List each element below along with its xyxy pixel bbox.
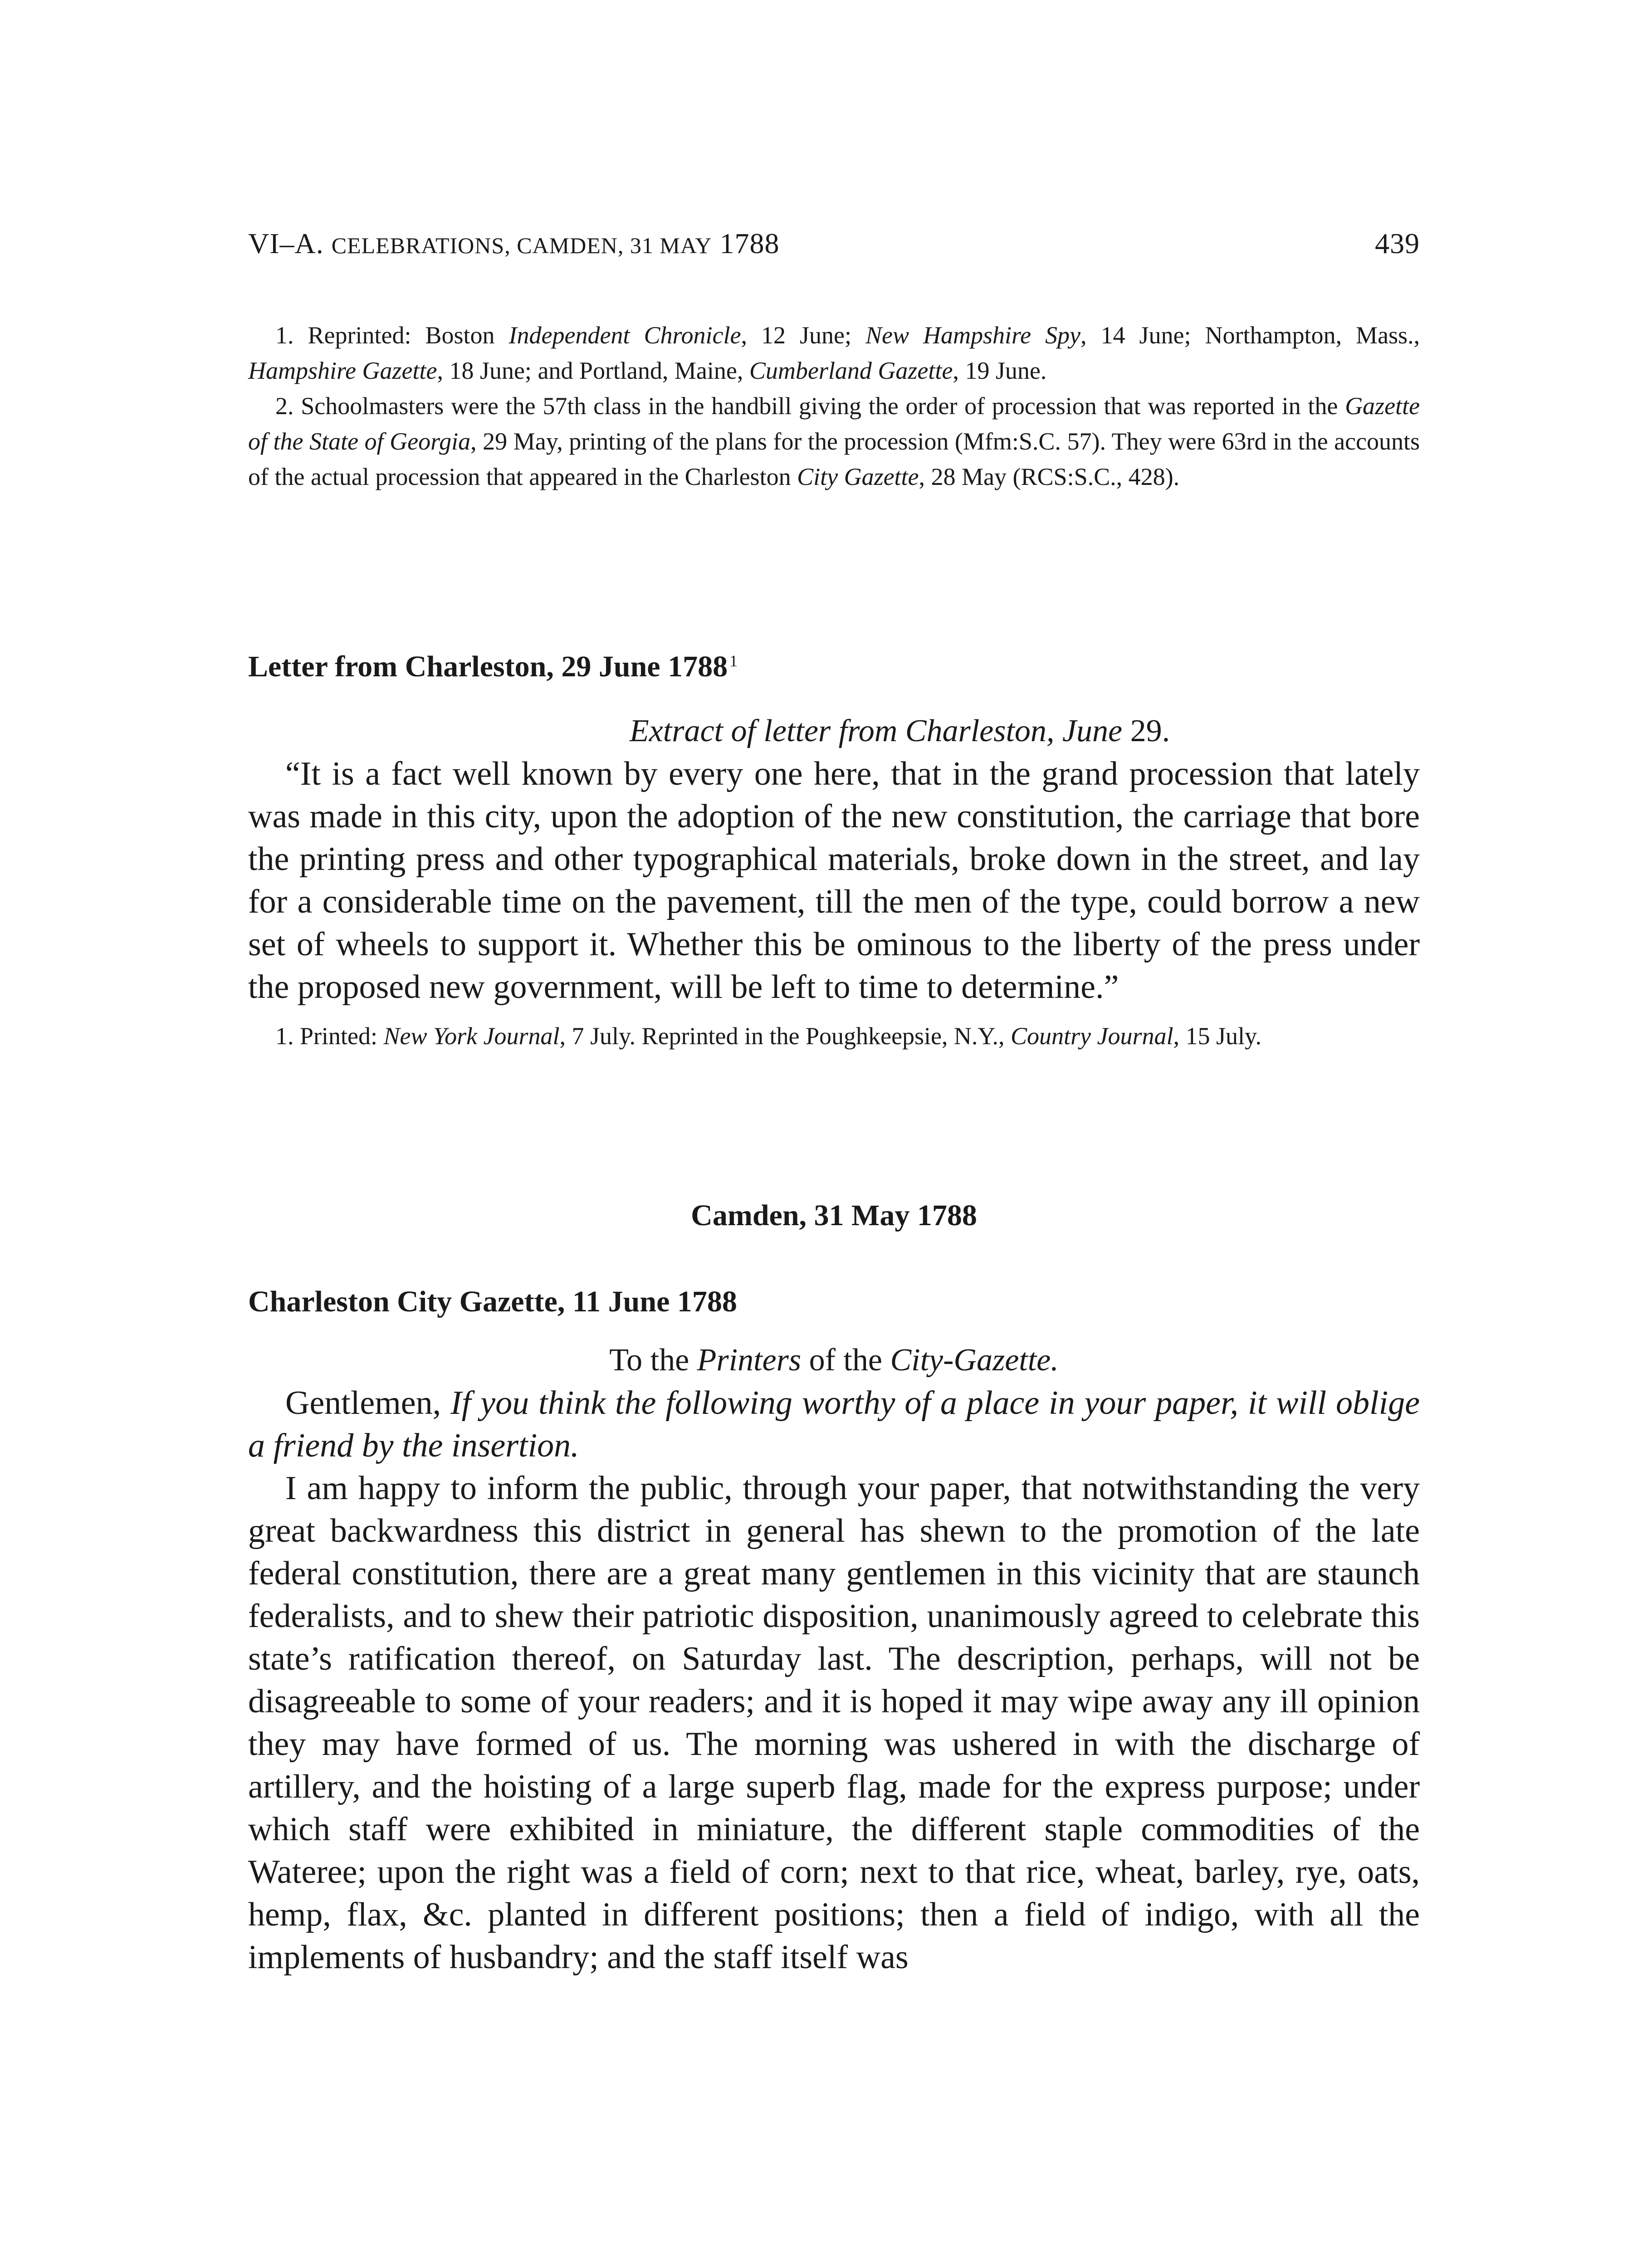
- gazette-section: [248, 1284, 1420, 1979]
- running-title-smallcaps: CELEBRATIONS, CAMDEN, 31 MAY: [331, 233, 712, 258]
- letter-footnote: 1. Printed: New York Journal, 7 July. Reprinted in the Poughkeepsie, N.Y., Country Journal, 15 July.: [275, 1022, 1261, 1050]
- gazette-body: I am happy to inform the public, through your paper, that notwithstanding the very great backwardness this district in general has shewn to the promotion of the late federal constitution, there are a great many gentlemen in this vicinity that are staunch federalists, and to shew their patriotic disposition, unanimously agreed to celebrate this state’s ratification thereof, on Saturday last. The description, perhaps, will not be disagreeable to some of your readers; and it is hoped it may wipe away any ill opinion they may have formed of us. The morning was ushered in with the discharge of artillery, and the hoisting of a large superb flag, made for the express purpose; under which staff were exhibited in miniature, the different staple commodities of the Wateree; upon the right was a field of corn; next to that rice, wheat, barley, rye, oats, hemp, flax, &c. planted in different positions; then a field of indigo, with all the implements of husbandry; and the staff itself was: [248, 1470, 1420, 1976]
- gazette-heading: Charleston City Gazette, 11 June 1788: [248, 1285, 737, 1318]
- camden-section-title: [248, 1198, 1420, 1234]
- section-title: Camden, 31 May 1788: [691, 1199, 977, 1232]
- page-number: 439: [1375, 227, 1420, 259]
- letter-body: “It is a fact well known by every one here, that in the grand procession that lately was made in this city, upon the adoption of the new constitution, the carriage that bore the printing press and other typographical materials, broke down in the street, and lay for a considerable time on the pavement, till the men of the type, could borrow a new set of wheels to support it. Whether this be ominous to the liberty of the press under the proposed new government, will be left to time to determine.”: [248, 755, 1420, 1006]
- footnotes-top: [248, 318, 1420, 494]
- letter-dateline: Extract of letter from Charleston, June 29.: [629, 714, 1170, 748]
- letter-heading: Letter from Charleston, 29 June 1788 $^1$: [248, 650, 738, 683]
- footnote-1: 1. Reprinted: Boston Independent Chronicle, 12 June; New Hampshire Spy, 14 June; Northampton, Mass., Hampshire Gazette, 18 June; and Portland, Maine, Cumberland Gazette, 19 June.: [248, 322, 1420, 384]
- gazette-address: To the Printers of the City-Gazette.: [609, 1343, 1059, 1378]
- footnote-ref: 1: [729, 652, 738, 670]
- running-title: VI–A. CELEBRATIONS, CAMDEN, 31 MAY 1788: [248, 227, 780, 259]
- gazette-salutation: Gentlemen, If you think the following worthy of a place in your paper, it will oblige a friend by the insertion.: [248, 1384, 1420, 1464]
- footnote-2: 2. Schoolmasters were the 57th class in the handbill giving the order of procession that was reported in the Gazette of the State of Georgia, 29 May, printing of the plans for the procession (Mfm:S.C. 57). They were 63rd in the accounts of the actual procession that appeared in the Charleston City Gazette, 28 May (RCS:S.C., 428).: [248, 392, 1420, 490]
- letter-section: [248, 649, 1420, 1054]
